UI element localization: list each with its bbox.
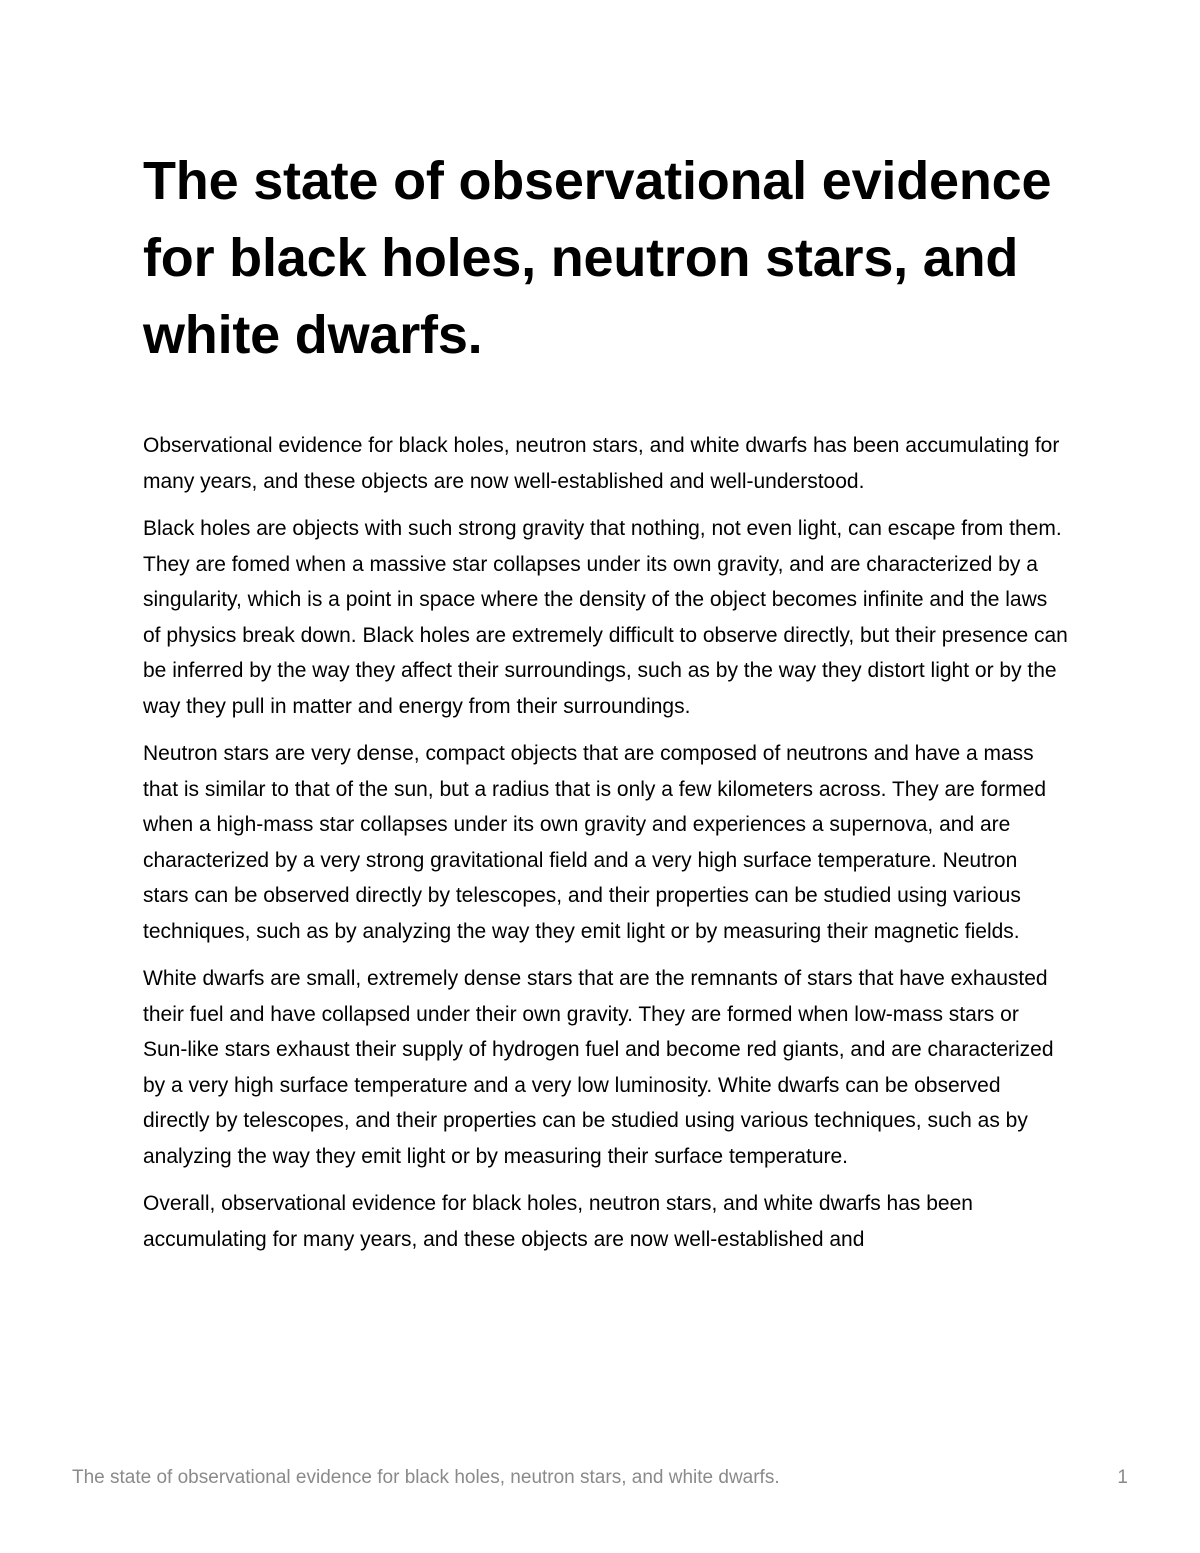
neutron-stars-paragraph: Neutron stars are very dense, compact objects that are composed of neutrons and have a mass that is similar to that of the sun, but a radius that is only a few kilometers across. They are formed when a high-mass star collapses under its own gravity and experiences a supernova, and are characterized by a very strong gravitational field and a very high surface temperature. Neutron stars can be observed directly by telescopes, and their properties can be studied using various techniques, such as by analyzing the way they emit light or by measuring their magnetic fields.	[143, 742, 1047, 943]
black-holes-paragraph: Black holes are objects with such strong gravity that nothing, not even light, can escape from them. They are fomed when a massive star collapses under its own gravity, and are characterized by a singularity, which is a point in space where the density of the object becomes infinite and the laws of physics break down. Black holes are extremely difficult to observe directly, but their presence can be inferred by the way they affect their surroundings, such as by the way they distort light or by the way they pull in matter and energy from their surroundings.	[143, 517, 1068, 718]
page-footer	[72, 1463, 1128, 1493]
document-title: The state of observational evidence for black holes, neutron stars, and white dwarfs.	[143, 151, 1052, 365]
page-number: 1	[1117, 1467, 1128, 1488]
page-content	[143, 143, 1068, 1269]
footer-title: The state of observational evidence for black holes, neutron stars, and white dwarfs.	[72, 1467, 780, 1488]
overall-paragraph: Overall, observational evidence for black holes, neutron stars, and white dwarfs has been accumulating for many years, and these objects are now well-established and	[143, 1192, 973, 1251]
document-body	[143, 428, 1068, 1257]
white-dwarfs-paragraph: White dwarfs are small, extremely dense stars that are the remnants of stars that have exhausted their fuel and have collapsed under their own gravity. They are formed when low-mass stars or Sun-like stars exhaust their supply of hydrogen fuel and become red giants, and are characterized by a very high surface temperature and a very low luminosity. White dwarfs can be observed directly by telescopes, and their properties can be studied using various techniques, such as by analyzing the way they emit light or by measuring their surface temperature.	[143, 967, 1054, 1168]
intro-paragraph: Observational evidence for black holes, neutron stars, and white dwarfs has been accumulating for many years, and these objects are now well-established and well-understood.	[143, 434, 1060, 493]
